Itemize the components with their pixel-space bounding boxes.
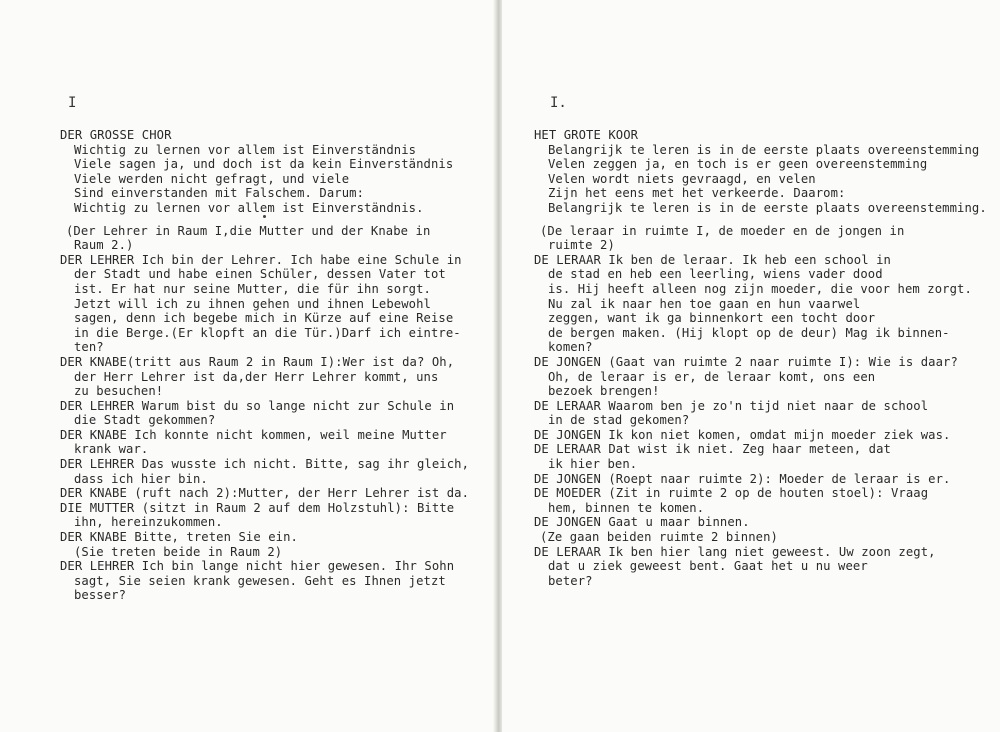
- text-line: (De leraar in ruimte I, de moeder en de jongen in: [540, 223, 905, 238]
- text-line: Belangrijk te leren is in de eerste plaats overeenstemming.: [548, 200, 987, 215]
- text-line: DER GROSSE CHOR: [60, 128, 172, 142]
- text-line: DIE MUTTER (sitzt in Raum 2 auf dem Holzstuhl): Bitte: [60, 500, 455, 515]
- text-line: ist. Er hat nur seine Mutter, die für ihn sorgt.: [74, 281, 431, 296]
- text-line: DE LERAAR Ik ben hier lang niet geweest. Uw zoon zegt,: [534, 544, 936, 559]
- paragraph-gap: [534, 216, 987, 224]
- text-line: de bergen maken. (Hij klopt op de deur) Mag ik binnen-: [548, 325, 950, 340]
- text-line: Velen zeggen ja, en toch is er geen overeenstemming: [548, 157, 928, 172]
- text-line: DE LERAAR Ik ben de leraar. Ik heb een school in: [534, 252, 891, 267]
- page-number: I: [68, 95, 77, 111]
- text-line: DE LERAAR Dat wist ik niet. Zeg haar meteen, dat: [534, 442, 891, 457]
- text-line: Nu zal ik naar hen toe gaan en hun vaarwel: [548, 296, 861, 311]
- text-line: Jetzt will ich zu ihnen gehen und ihnen Lebewohl: [74, 296, 431, 311]
- text-line: dat u ziek geweest bent. Gaat het u nu weer: [548, 559, 868, 574]
- text-line: Raum 2.): [74, 238, 134, 253]
- text-line: DER LEHRER Warum bist du so lange nicht zur Schule in: [60, 398, 455, 413]
- text-line: DER KNABE(tritt aus Raum 2 in Raum I):Wer ist da? Oh,: [60, 354, 455, 369]
- text-line: de stad en heb een leerling, wiens vader dood: [548, 267, 883, 282]
- text-line: Wichtig zu lernen vor allem ist Einverständnis.: [74, 200, 424, 215]
- text-line: zeggen, want ik ga binnenkort een tocht door: [548, 311, 876, 326]
- text-line: ihn, hereinzukommen.: [74, 515, 223, 530]
- left-page: [0, 0, 495, 732]
- text-line: ik hier ben.: [548, 457, 638, 472]
- text-line: Wichtig zu lernen vor allem ist Einverständnis: [74, 142, 417, 157]
- text-line: (Der Lehrer in Raum I,die Mutter und der Knabe in: [66, 223, 431, 238]
- text-line: DER KNABE Bitte, treten Sie ein.: [60, 530, 298, 545]
- page-number: I.: [550, 95, 567, 111]
- text-line: komen?: [548, 340, 593, 355]
- text-line: zu besuchen!: [74, 384, 164, 399]
- text-line: sagen, denn ich begebe mich in Kürze auf eine Reise: [74, 311, 454, 326]
- text-line: Velen wordt niets gevraagd, en velen: [548, 171, 816, 186]
- text-line: bezoek brengen!: [548, 384, 660, 399]
- text-line: is. Hij heeft alleen nog zijn moeder, die voor hem zorgt.: [548, 281, 972, 296]
- text-line: DE JONGEN Gaat u maar binnen.: [534, 515, 750, 530]
- text-line: krank war.: [74, 442, 149, 457]
- text-line: hem, binnen te komen.: [548, 500, 705, 515]
- text-line: DER KNABE Ich konnte nicht kommen, weil meine Mutter: [60, 427, 447, 442]
- text-line: dass ich hier bin.: [74, 471, 208, 486]
- text-line: DER KNABE (ruft nach 2):Mutter, der Herr Lehrer ist da.: [60, 486, 470, 501]
- text-line: ten?: [74, 340, 104, 355]
- text-line: Viele sagen ja, und doch ist da kein Einverständnis: [74, 157, 454, 172]
- text-line: Viele werden nicht gefragt, und viele: [74, 171, 350, 186]
- text-line: beter?: [548, 573, 593, 588]
- text-line: ruimte 2): [548, 238, 615, 253]
- text-line: HET GROTE KOOR: [534, 128, 639, 142]
- script-text: [534, 128, 987, 588]
- text-line: besser?: [74, 588, 127, 603]
- text-line: (Sie treten beide in Raum 2): [74, 544, 283, 559]
- text-line: die Stadt gekommen?: [74, 413, 216, 428]
- ink-speck: [263, 215, 266, 218]
- text-line: DER LEHRER Ich bin lange nicht hier gewesen. Ihr Sohn: [60, 559, 455, 574]
- text-line: Oh, de leraar is er, de leraar komt, ons een: [548, 369, 876, 384]
- text-line: in die Berge.(Er klopft an die Tür.)Darf ich eintre-: [74, 325, 461, 340]
- right-page: [502, 0, 1000, 732]
- script-text: [60, 128, 469, 603]
- text-line: Belangrijk te leren is in de eerste plaats overeenstemming: [548, 142, 980, 157]
- text-line: Sind einverstanden mit Falschem. Darum:: [74, 186, 365, 201]
- text-line: DE JONGEN (Roept naar ruimte 2): Moeder de leraar is er.: [534, 471, 951, 486]
- text-line: DE JONGEN (Gaat van ruimte 2 naar ruimte I): Wie is daar?: [534, 354, 958, 369]
- text-line: DE JONGEN Ik kon niet komen, omdat mijn moeder ziek was.: [534, 427, 951, 442]
- text-line: DE MOEDER (Zit in ruimte 2 op de houten stoel): Vraag: [534, 486, 929, 501]
- text-line: DE LERAAR Waarom ben je zo'n tijd niet naar de school: [534, 398, 929, 413]
- text-line: der Herr Lehrer ist da,der Herr Lehrer kommt, uns: [74, 369, 439, 384]
- text-line: DER LEHRER Ich bin der Lehrer. Ich habe eine Schule in: [60, 252, 462, 267]
- text-line: DER LEHRER Das wusste ich nicht. Bitte, sag ihr gleich,: [60, 457, 470, 472]
- text-line: in de stad gekomen?: [548, 413, 690, 428]
- text-line: (Ze gaan beiden ruimte 2 binnen): [540, 530, 778, 545]
- text-line: Zijn het eens met het verkeerde. Daarom:: [548, 186, 846, 201]
- text-line: sagt, Sie seien krank gewesen. Geht es Ihnen jetzt: [74, 573, 446, 588]
- text-line: der Stadt und habe einen Schüler, dessen Vater tot: [74, 267, 446, 282]
